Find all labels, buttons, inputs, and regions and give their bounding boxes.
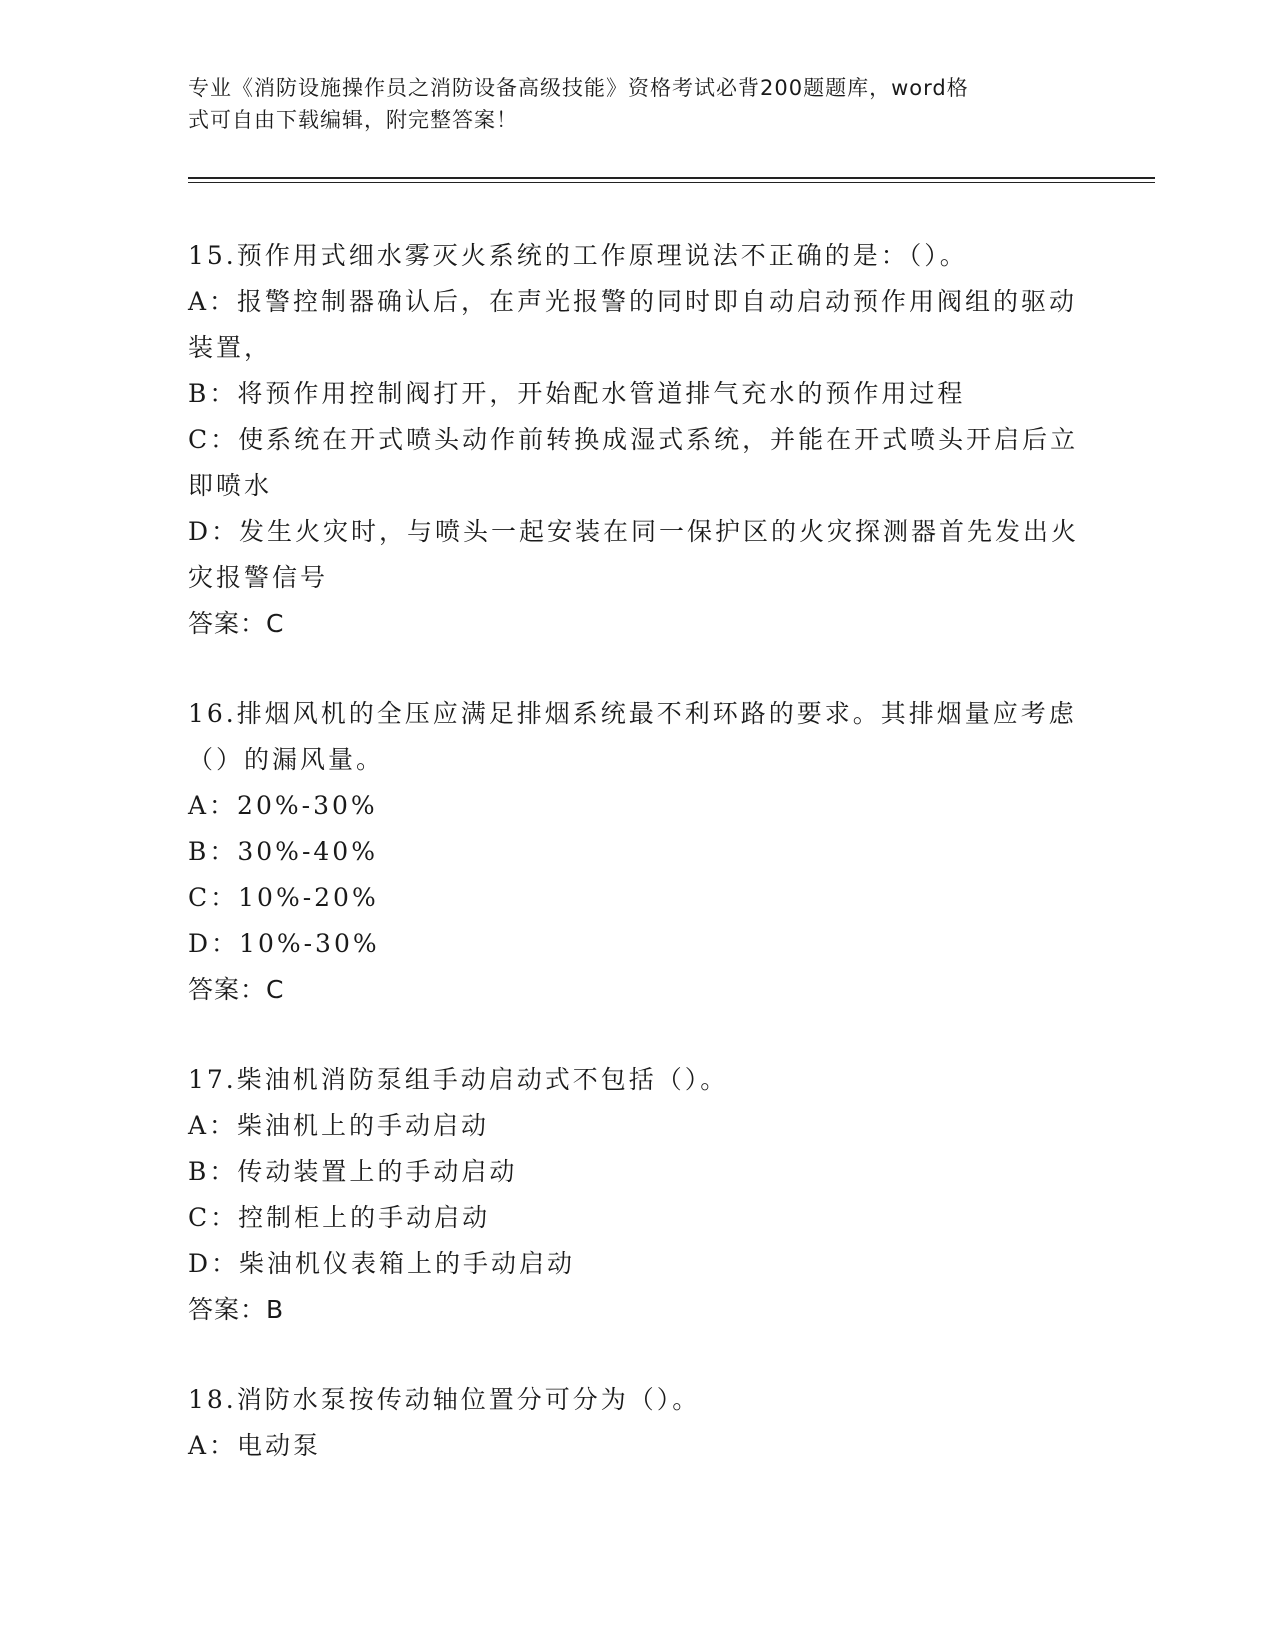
option-d: D：10%-30% [188,929,380,958]
option-b: B：30%-40% [188,837,378,866]
option-b: B：将预作用控制阀打开，开始配水管道排气充水的预作用过程 [188,379,966,408]
answer-line: 答案：B [188,1295,285,1324]
answer-line: 答案：C [188,975,285,1004]
option-d: D：发生火灾时，与喷头一起安装在同一保护区的火灾探测器首先发出火灾报警信号 [188,517,1080,592]
question-list [188,233,1088,1469]
question-15 [188,233,1088,647]
option-a: A：报警控制器确认后，在声光报警的同时即自动启动预作用阀组的驱动装置， [188,287,1078,362]
header-divider-thin [188,182,1155,183]
question-stem: 18.消防水泵按传动轴位置分可分为（）。 [188,1385,701,1414]
option-a: A：柴油机上的手动启动 [188,1111,490,1140]
header-divider-thick [188,177,1155,179]
question-stem: 17.柴油机消防泵组手动启动式不包括（）。 [188,1065,729,1094]
answer-line: 答案：C [188,609,285,638]
option-a: A：20%-30% [188,791,378,820]
option-b: B：传动装置上的手动启动 [188,1157,518,1186]
question-stem: 16.排烟风机的全压应满足排烟系统最不利环路的要求。其排烟量应考虑（）的漏风量。 [188,699,1077,774]
question-stem: 15.预作用式细水雾灭火系统的工作原理说法不正确的是：（）。 [188,241,968,270]
header-line-2: 式可自由下载编辑，附完整答案！ [188,108,518,132]
question-18 [188,1377,1088,1469]
option-d: D：柴油机仪表箱上的手动启动 [188,1249,576,1278]
spacer [188,1013,1088,1057]
option-c: C：控制柜上的手动启动 [188,1203,491,1232]
document-header [188,72,1073,136]
option-c: C：10%-20% [188,883,379,912]
spacer [188,1333,1088,1377]
header-line-1: 专业《消防设施操作员之消防设备高级技能》资格考试必背200题题库，word格 [188,76,969,100]
question-16 [188,691,1088,1013]
question-17 [188,1057,1088,1333]
option-c: C：使系统在开式喷头动作前转换成湿式系统，并能在开式喷头开启后立即喷水 [188,425,1079,500]
option-a: A：电动泵 [188,1431,322,1460]
spacer [188,647,1088,691]
